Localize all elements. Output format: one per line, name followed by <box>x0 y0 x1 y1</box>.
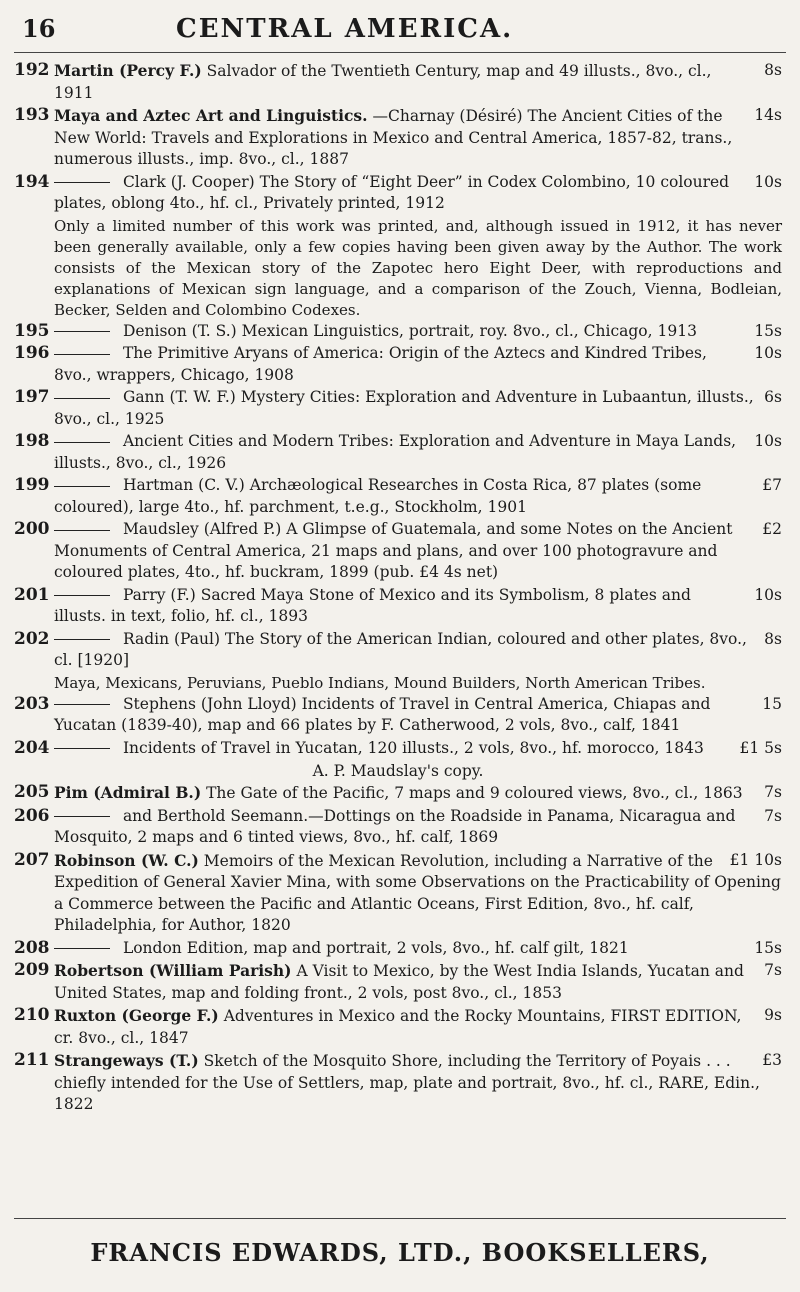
entry-body: and Berthold Seemann.—Dottings on the Roadside in Panama, Nicaragua and Mosquito, 2 maps and 6 tinted views, 8vo., hf. calf, 1869 <box>54 806 736 846</box>
entry-price: 7s <box>764 961 782 979</box>
entry-price: 15s <box>754 938 782 957</box>
entry-body: The Primitive Aryans of America: Origin of the Aztecs and Kindred Tribes, 8vo., wrappers, Chicago, 1908 <box>54 344 707 384</box>
entry-number: 206 <box>14 805 50 826</box>
entry-number: 205 <box>14 782 50 802</box>
entry-number: 209 <box>14 960 50 980</box>
entry-number: 207 <box>14 849 50 870</box>
entry-price: 10s <box>754 585 782 604</box>
page-header <box>16 14 770 42</box>
entry-body: Adventures in Mexico and the Rocky Mountains, FIRST EDITION, cr. 8vo., cl., 1847 <box>54 1007 742 1047</box>
entry-body: Denison (T. S.) Mexican Linguistics, portrait, roy. 8vo., cl., Chicago, 1913 <box>122 321 697 340</box>
entry-price: £2 <box>762 520 782 538</box>
entry-number: 193 <box>14 105 50 125</box>
entry-205 <box>14 782 782 805</box>
running-title: CENTRAL AMERICA. <box>176 14 514 44</box>
entry-number: 197 <box>14 387 50 407</box>
entry-number: 210 <box>14 1005 50 1025</box>
ditto-dash <box>54 639 110 640</box>
entry-202-note: Maya, Mexicans, Peruvians, Pueblo Indians, Mound Builders, North American Tribes. <box>54 673 706 692</box>
entry-body: Incidents of Travel in Yucatan, 120 illusts., 2 vols, 8vo., hf. morocco, 1843 <box>122 738 704 757</box>
entry-number: 198 <box>14 431 50 451</box>
entry-194-note: Only a limited number of this work was printed, and, although issued in 1912, it has never been generally available, only a few copies having been given away by the Author. The work consists of the Mexican story of the Zapotec hero Eight Deer, with reproductions and explanations of Mexican sign language, and a comparison of the Zouch, Vienna, Bodleian, Becker, Selden and Colombino Codexes. <box>54 216 782 319</box>
ditto-dash <box>54 354 110 355</box>
ditto-dash <box>54 530 110 531</box>
entry-body: London Edition, map and portrait, 2 vols, 8vo., hf. calf gilt, 1821 <box>122 938 629 957</box>
ditto-dash <box>54 948 110 949</box>
ditto-dash <box>54 595 110 596</box>
entry-number: 202 <box>14 628 50 649</box>
entry-author: Robertson (William Parish) <box>54 961 292 980</box>
entry-body: Memoirs of the Mexican Revolution, including a Narrative of the Expedition of General Xavier Mina, with some Observations on the Practicability of Opening a Commerce between the Pacific and Atlantic Oceans, First Edition, 8vo., hf. calf, Philadelphia, for Author, 1820 <box>54 851 781 934</box>
entry-203 <box>14 694 782 737</box>
entry-number: 199 <box>14 475 50 495</box>
entry-body: Clark (J. Cooper) The Story of “Eight Deer” in Codex Colombino, 10 coloured plates, oblong 4to., hf. cl., Privately printed, 1912 <box>54 172 730 212</box>
entry-author: Maya and Aztec Art and Linguistics. <box>54 106 368 125</box>
entry-number: 192 <box>14 60 50 80</box>
ditto-dash <box>54 486 110 487</box>
entry-201 <box>14 585 782 628</box>
entry-price: 7s <box>764 783 782 801</box>
entry-206 <box>14 806 782 849</box>
entry-193 <box>14 105 782 171</box>
entry-number: 195 <box>14 320 50 341</box>
entry-number: 201 <box>14 584 50 605</box>
entry-body: The Gate of the Pacific, 7 maps and 9 coloured views, 8vo., cl., 1863 <box>206 784 743 802</box>
entry-194 <box>14 172 782 215</box>
entry-price: 8s <box>764 629 782 648</box>
entry-199 <box>14 475 782 518</box>
entry-author: Strangeways (T.) <box>54 1051 199 1070</box>
entry-number: 203 <box>14 693 50 714</box>
entry-price: 6s <box>764 388 782 406</box>
entry-price: 10s <box>754 172 782 191</box>
entry-209 <box>14 960 782 1004</box>
entry-number: 194 <box>14 171 50 192</box>
entry-number: 211 <box>14 1050 50 1070</box>
entry-price: 14s <box>754 106 782 124</box>
entry-body: Maudsley (Alfred P.) A Glimpse of Guatemala, and some Notes on the Ancient Monuments of Central America, 21 maps and plans, and over 100 photogravure and coloured plates, 4to., hf. buckram, 1899 (pub. £4 4s net) <box>54 520 733 581</box>
ditto-dash <box>54 704 110 705</box>
ditto-dash <box>54 331 110 332</box>
entry-208 <box>14 938 782 960</box>
entry-price: £1 5s <box>739 738 782 757</box>
entry-author: Pim (Admiral B.) <box>54 783 202 802</box>
footer-rule <box>14 1218 786 1219</box>
entry-211 <box>14 1050 782 1116</box>
entry-number: 200 <box>14 519 50 539</box>
entry-body: Sketch of the Mosquito Shore, including the Territory of Poyais . . . chiefly intended for the Use of Settlers, map, plate and portrait, 8vo., hf. cl., RARE, Edin., 1822 <box>54 1052 760 1113</box>
entry-price: 9s <box>764 1006 782 1024</box>
entry-price: 15s <box>754 321 782 340</box>
entry-author: Robinson (W. C.) <box>54 850 199 870</box>
entry-price: 15 <box>762 694 782 713</box>
entry-price: 10s <box>754 344 782 362</box>
entry-197 <box>14 387 782 430</box>
entry-number: 204 <box>14 737 50 758</box>
catalogue-entries <box>14 60 782 1117</box>
entry-author: Martin (Percy F.) <box>54 61 202 80</box>
entry-body: Parry (F.) Sacred Maya Stone of Mexico and its Symbolism, 8 plates and illusts. in text, folio, hf. cl., 1893 <box>54 585 691 625</box>
entry-body: Salvador of the Twentieth Century, map and 49 illusts., 8vo., cl., 1911 <box>54 62 712 102</box>
entry-207 <box>14 850 782 937</box>
entry-price: £7 <box>762 476 782 494</box>
ditto-dash <box>54 816 110 817</box>
entry-body: Ancient Cities and Modern Tribes: Exploration and Adventure in Maya Lands, illusts., 8vo., cl., 1926 <box>54 432 737 472</box>
entry-body: —Charnay (Désiré) The Ancient Cities of the New World: Travels and Explorations in Mexico and Central America, 1857-82, trans., numerous illusts., imp. 8vo., cl., 1887 <box>54 107 733 168</box>
entry-body: Gann (T. W. F.) Mystery Cities: Exploration and Adventure in Lubaantun, illusts., 8vo., cl., 1925 <box>54 388 754 428</box>
entry-198 <box>14 431 782 474</box>
ditto-dash <box>54 748 110 749</box>
ditto-dash <box>54 398 110 399</box>
entry-body: Hartman (C. V.) Archæological Researches in Costa Rica, 87 plates (some coloured), large 4to., hf. parchment, t.e.g., Stockholm, 1901 <box>54 476 702 516</box>
entry-210 <box>14 1005 782 1049</box>
entry-price: 10s <box>754 432 782 450</box>
page-number: 16 <box>22 14 56 43</box>
entry-price: £3 <box>762 1051 782 1069</box>
publisher-footer: FRANCIS EDWARDS, LTD., BOOKSELLERS, <box>90 1238 710 1267</box>
entry-204-note: A. P. Maudslay's copy. <box>312 762 484 780</box>
entry-body: Radin (Paul) The Story of the American Indian, coloured and other plates, 8vo., cl. [1920] <box>54 629 747 669</box>
entry-200 <box>14 519 782 584</box>
entry-196 <box>14 343 782 386</box>
entry-price: 8s <box>764 61 782 79</box>
ditto-dash <box>54 182 110 183</box>
entry-192 <box>14 60 782 104</box>
entry-195 <box>14 321 782 343</box>
header-rule <box>14 52 786 53</box>
entry-number: 208 <box>14 937 50 958</box>
entry-body: A Visit to Mexico, by the West India Islands, Yucatan and United States, map and folding front., 2 vols, post 8vo., cl., 1853 <box>54 962 744 1002</box>
entry-204 <box>14 738 782 760</box>
entry-number: 196 <box>14 343 50 363</box>
entry-body: Stephens (John Lloyd) Incidents of Travel in Central America, Chiapas and Yucatan (1839-40), map and 66 plates by F. Catherwood, 2 vols, 8vo., calf, 1841 <box>54 694 711 734</box>
entry-price: 7s <box>764 806 782 825</box>
entry-price: £1 10s <box>729 850 782 869</box>
ditto-dash <box>54 442 110 443</box>
entry-author: Ruxton (George F.) <box>54 1006 219 1025</box>
entry-202 <box>14 629 782 672</box>
